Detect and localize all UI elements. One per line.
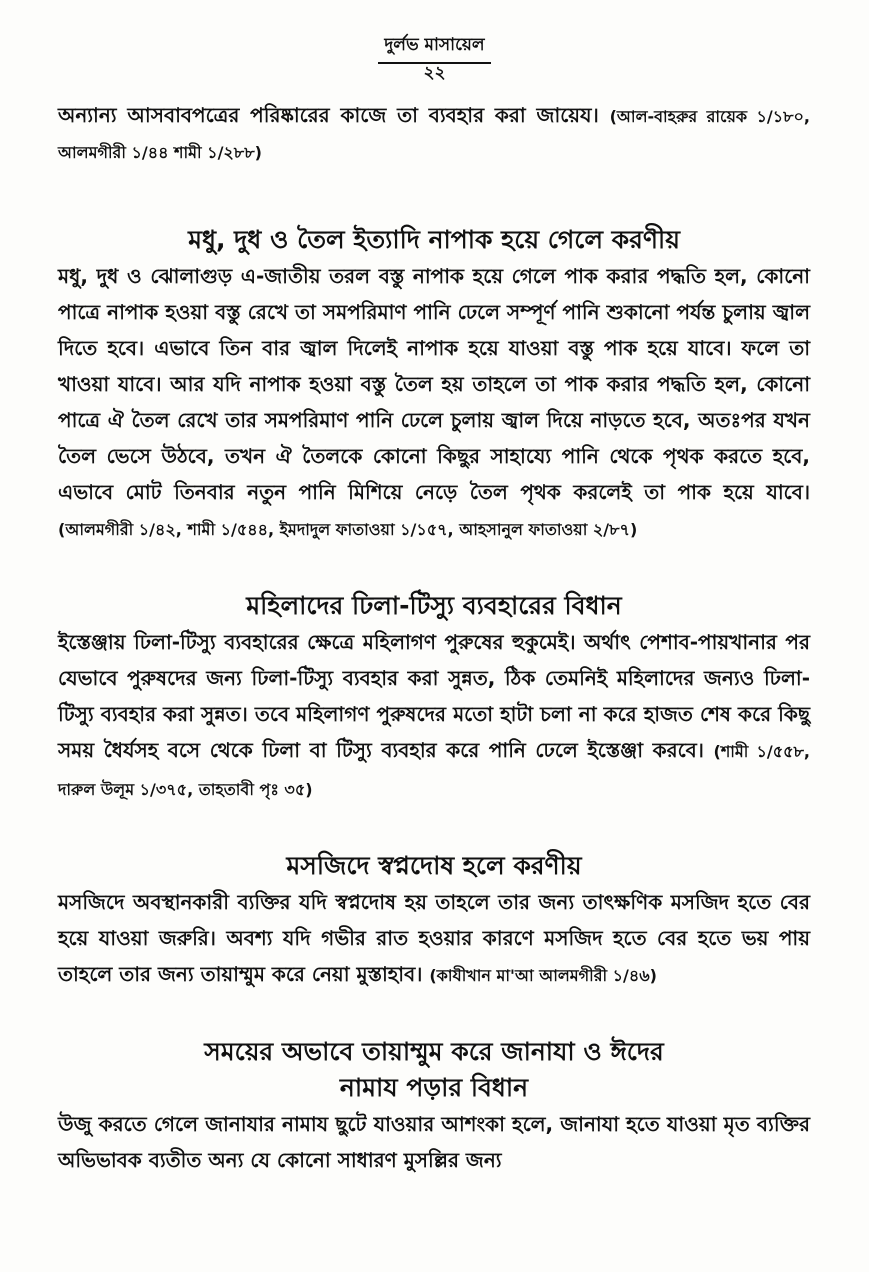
section-heading-honey-milk-oil: মধু, দুধ ও তৈল ইত্যাদি নাপাক হয়ে গেলে করণীয় bbox=[188, 225, 680, 254]
section-paragraph bbox=[58, 258, 810, 548]
book-title: দুর্লভ মাসায়েল bbox=[378, 32, 490, 64]
paragraph-text: মধু, দুধ ও ঝোলাগুড় এ-জাতীয় তরল বস্তু নাপাক হয়ে গেলে পাক করার পদ্ধতি হল, কোনো পাত্রে নাপাক হওয়া বস্তু রেখে তা সমপরিমাণ পানি ঢেলে সম্পূর্ণ পানি শুকানো পর্যন্ত চুলায় জ্বাল দিতে হবে। এভাবে তিন বার জ্বাল দিলেই নাপাক হয়ে যাওয়া বস্তু পাক হয়ে যাবে। ফলে তা খাওয়া যাবে। আর যদি নাপাক হওয়া বস্তু তৈল হয় তাহলে তা পাক করার পদ্ধতি হল, কোনো পাত্রে ঐ তৈল রেখে তার সমপরিমাণ পানি ঢেলে চুলায় জ্বাল দিয়ে নাড়তে হবে, অতঃপর যখন তৈল ভেসে উঠবে, তখন ঐ তৈলকে কোনো কিছুর সাহায্যে পানি থেকে পৃথক করতে হবে, এভাবে মোট তিনবার নতুন পানি মিশিয়ে নেড়ে তৈল পৃথক করলেই তা পাক হয়ে যাবে। bbox=[58, 264, 810, 504]
section-heading-women-tissue: মহিলাদের ঢিলা-টিস্যু ব্যবহারের বিধান bbox=[246, 591, 622, 620]
section-paragraph bbox=[58, 1106, 810, 1178]
paragraph-text: মসজিদে অবস্থানকারী ব্যক্তির যদি স্বপ্নদোষ হয় তাহলে তার জন্য তাৎক্ষণিক মসজিদ হতে বের হয়ে যাওয়া জরুরি। অবশ্য যদি গভীর রাত হওয়ার কারণে মসজিদ হতে বের হতে ভয় পায় তাহলে তার জন্য তায়াম্মুম করে নেয়া মুস্তাহাব। bbox=[58, 890, 810, 986]
page-number: ২২ bbox=[423, 63, 446, 83]
reference-citation: (আল-বাহরুর রায়েক ১/১৮০, আলমগীরী ১/৪৪ শামী ১/২৮৮) bbox=[58, 107, 811, 162]
section-paragraph bbox=[58, 884, 810, 994]
heading-line: নামায পড়ার বিধান bbox=[339, 1073, 529, 1102]
section-heading-mosque-dream: মসজিদে স্বপ্নদোষ হলে করণীয় bbox=[286, 851, 582, 880]
heading-line: সময়ের অভাবে তায়াম্মুম করে জানাযা ও ঈদের bbox=[204, 1037, 664, 1066]
page-content bbox=[58, 98, 810, 1178]
section-heading-tayammum-janaza bbox=[58, 1034, 810, 1106]
reference-citation: (শামী ১/৫৫৮, দারুল উলূম ১/৩৭৫, তাহতাবী পৃঃ ৩৫) bbox=[58, 742, 810, 799]
reference-citation: (কাযীখান মা'আ আলমগীরী ১/৪৬) bbox=[429, 966, 657, 985]
section-paragraph bbox=[58, 624, 810, 808]
paragraph-text: অন্যান্য আসবাবপত্রের পরিষ্কারের কাজে তা ব্যবহার করা জায়েয। bbox=[58, 103, 599, 127]
paragraph-text: উজু করতে গেলে জানাযার নামায ছুটে যাওয়ার আশংকা হলে, জানাযা হতে যাওয়া মৃত ব্যক্তির অভিভাবক ব্যতীত অন্য যে কোনো সাধারণ মুসল্লির জন্য bbox=[58, 1112, 810, 1172]
paragraph-text: ইস্তেঞ্জায় ঢিলা-টিস্যু ব্যবহারের ক্ষেত্রে মহিলাগণ পুরুষের হুকুমেই। অর্থাৎ পেশাব-পায়খানার পর যেভাবে পুরুষদের জন্য ঢিলা-টিস্যু ব্যবহার করা সুন্নত, ঠিক তেমনিই মহিলাদের জন্যও ঢিলা-টিস্যু ব্যবহার করা সুন্নত। তবে মহিলাগণ পুরুষদের মতো হাটা চলা না করে হাজত শেষ করে কিছু সময় ধৈর্যসহ বসে থেকে ঢিলা বা টিস্যু ব্যবহার করে পানি ঢেলে ইস্তেঞ্জা করবে। bbox=[58, 630, 810, 762]
continued-paragraph bbox=[58, 98, 810, 170]
reference-citation: (আলমগীরী ১/৪২, শামী ১/৫৪৪, ইমদাদুল ফাতাওয়া ১/১৫৭, আহসানুল ফাতাওয়া ২/৮৭) bbox=[58, 520, 638, 539]
